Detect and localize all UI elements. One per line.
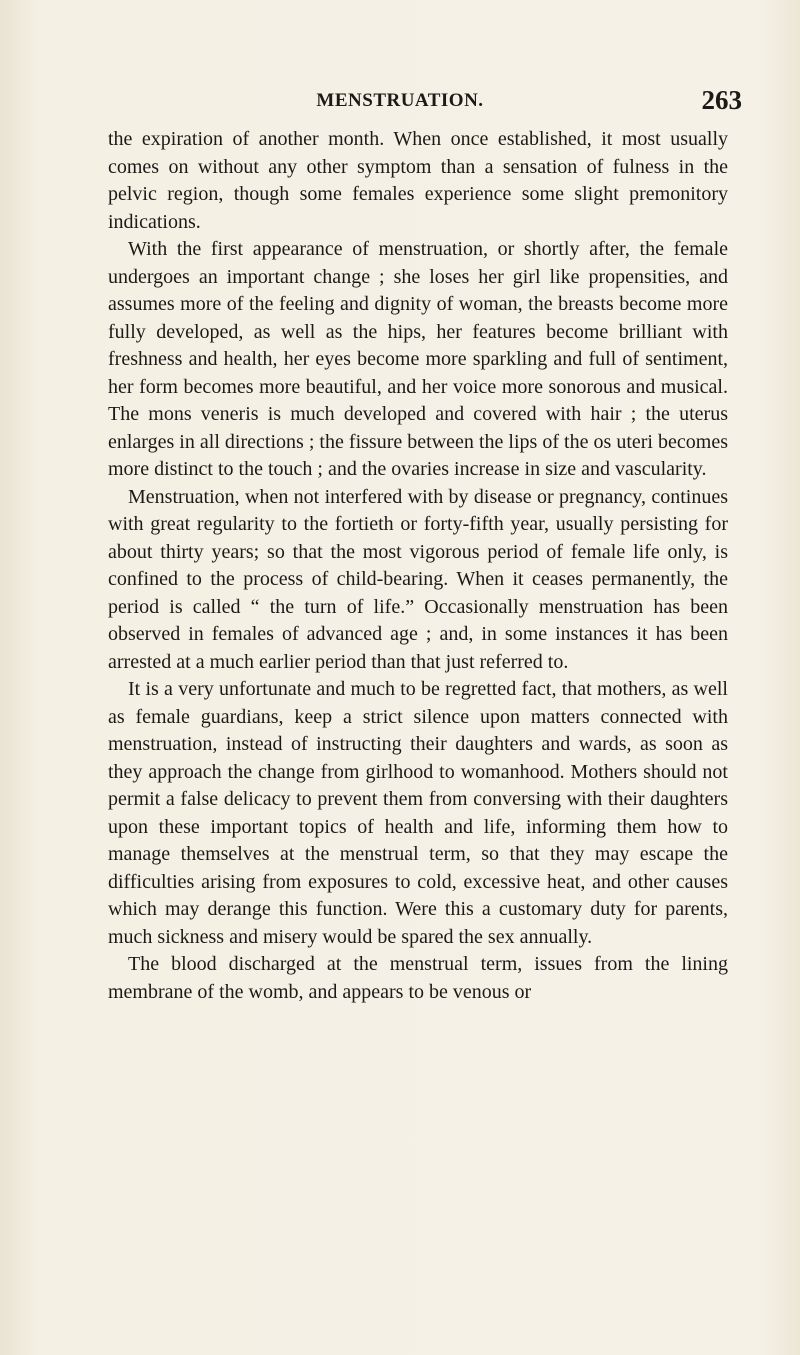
paragraph: It is a very unfortunate and much to be regretted fact, that mothers, as well as female guardians, keep a strict silence upon matters connected with menstruation, instead of instructing their daughters and wards, as soon as they approach the change from girlhood to womanhood. Mothers should not permit a false delicacy to prevent them from conversing with their daughters upon these important topics of health and life, informing them how to manage themselves at the menstrual term, so that they may escape the difficulties arising from exposures to cold, excessive heat, and other causes which may derange this function. Were this a customary duty for parents, much sickness and misery would be spared the sex annually. [108, 678, 728, 948]
running-title: MENSTRUATION. [316, 90, 484, 111]
paragraph: Menstruation, when not interfered with by disease or pregnancy, continues with great regularity to the fortieth or forty-fifth year, usually persisting for about thirty years; so that the most vigorous period of female life only, is confined to the process of child-bearing. When it ceases permanently, the period is called “ the turn of life.” Occasionally menstruation has been observed in females of advanced age ; and, in some instances it has been arrested at a much earlier period than that just referred to. [108, 485, 728, 673]
body-text [108, 126, 728, 1006]
paragraph: With the first appearance of menstruation, or shortly after, the female undergoes an important change ; she loses her girl like propensities, and assumes more of the feeling and dignity of woman, the breasts become more fully developed, as well as the hips, her features become brilliant with freshness and health, her eyes become more sparkling and full of sentiment, her form becomes more beautiful, and her voice more sonorous and musical. The mons veneris is much developed and covered with hair ; the uterus enlarges in all directions ; the fissure between the lips of the os uteri becomes more distinct to the touch ; and the ovaries increase in size and vascularity. [108, 238, 728, 480]
paragraph: the expiration of another month. When once established, it most usually comes on without any other symptom than a sensation of fulness in the pelvic region, though some females experience some slight premonitory indications. [108, 128, 728, 233]
paragraph: The blood discharged at the menstrual term, issues from the lining membrane of the womb, and appears to be venous or [108, 953, 728, 1003]
page-number: 263 [701, 85, 742, 115]
